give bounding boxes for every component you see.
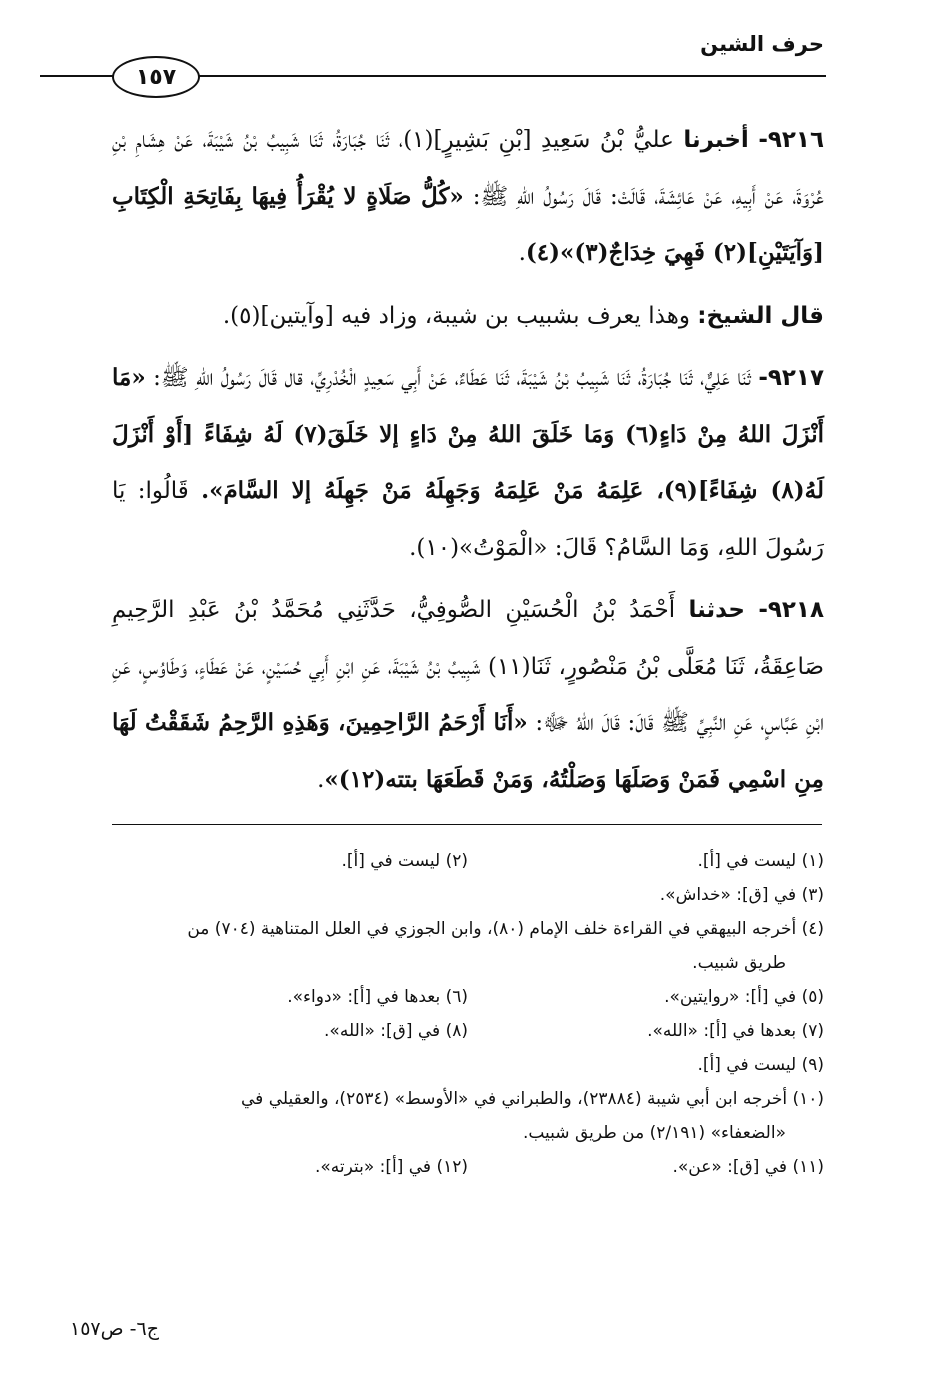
main-text (112, 112, 824, 808)
page-number-badge: ١٥٧ (112, 56, 200, 98)
footnote-4-line-1: (٤) أخرجه البيهقي في القراءة خلف الإمام (٨٠)، وابن الجوزي في العلل المتناهية (٧٠٤) من (187, 919, 824, 939)
footnote-10-line-2: «الضعفاء» (٢/١٩١) من طريق شبيب. (522, 1123, 786, 1143)
entry-text: عليُّ بْنُ سَعِيدِ [بْنِ بَشِيرٍ](١)، ثَنَا جُبَارَةُ، ثَنَا شَبِيبُ بْنُ شَيْبَةَ، عَنْ هِشَامِ بْنِ عُرْوَةَ، عَنْ أَبِيهِ، عَنْ عَائِشَةَ، قَالَتْ: قَالَ رَسُولُ اللهِ ﷺ: (112, 127, 824, 210)
footnote-10 (112, 1082, 824, 1150)
footnote-12: (١٢) في [أ]: «بترته». (314, 1157, 468, 1177)
entry-9216 (112, 112, 824, 282)
entry-tail: قَالُوا: يَا رَسُولَ اللهِ، وَمَا السَّامُ؟ قَالَ: «الْمَوْتُ»(١٠). (112, 478, 824, 561)
entry-text: ثَنَا عَلِيٌّ، ثَنَا جُبَارَةُ، ثَنَا شَبِيبُ بْنُ شَيْبَةَ، ثَنَا عَطَاءٌ، عَنْ أَبِي سَعِيدٍ الْخُدْرِيِّ، قال قَالَ رَسُولُ اللهِ ﷺ: (145, 365, 751, 391)
entry-lead: أخبرنا (683, 127, 749, 153)
running-title: حرف الشين (700, 32, 824, 56)
entry-lead: قال الشيخ: (697, 302, 824, 329)
entry-number: ٩٢١٨- (758, 597, 825, 623)
footnote-9: (٩) ليست في [أ]. (697, 1055, 824, 1075)
footnote-4 (112, 912, 824, 980)
footnote-1: (١) ليست في [أ]. (697, 851, 824, 871)
footnote-6: (٦) بعدها في [أ]: «دواء». (287, 987, 468, 1007)
footnote-10-line-1: (١٠) أخرجه ابن أبي شيبة (٢٣٨٨٤)، والطبراني في «الأوسط» (٢٥٣٤)، والعقيلي في (241, 1089, 824, 1109)
footnote-separator (112, 824, 822, 825)
entry-9218 (112, 582, 824, 808)
entry-tail: . (518, 240, 526, 266)
sheikh-remark (112, 288, 824, 345)
footnote-7: (٧) بعدها في [أ]: «الله». (647, 1021, 824, 1041)
footnotes (112, 844, 824, 1184)
footnote-2: (٢) ليست في [أ]. (341, 851, 468, 871)
footnote-11: (١١) في [ق]: «عن». (672, 1157, 824, 1177)
footnote-5: (٥) في [أ]: «روايتين». (664, 987, 824, 1007)
hadith-text: «أَنَا أَرْحَمُ الرَّاحِمِينَ، وَهَذِهِ الرَّحِمُ شَقَقْتُ لَهَا مِنِ اسْمِي فَمَنْ وَصَلَهَا وَصَلْتُهُ، وَمَنْ قَطَعَهَا بتته(١٢)» (112, 709, 824, 793)
entry-text: أَحْمَدُ بْنُ الْحُسَيْنِ الصُّوفِيُّ، حَدَّثَنِي مُحَمَّدُ بْنُ عَبْدِ الرَّحِيمِ صَاعِقَةُ، ثَنَا مُعَلَّى بْنُ مَنْصُورٍ، ثَنَا(١١) شَبِيبُ بْنُ شَيْبَةَ، عَنِ ابْنِ أَبِي حُسَيْنٍ، عَنْ عَطَاءٍ، وَطَاوُسٍ، عَنِ ابْنِ عَبَّاسٍ، عَنِ النَّبِيِّ ﷺ قَالَ: قَالَ اللهُ ﷻ: (112, 597, 824, 736)
hadith-text: «كُلُّ صَلَاةٍ لا يُقْرَأُ فِيهَا بِفَاتِحَةِ الْكِتَابِ [وَآيَتَيْنِ](٢) فَهِيَ خِدَاجٌ(٣)»(٤) (112, 182, 824, 266)
volume-page-label: ج٦- ص١٥٧ (70, 1318, 159, 1340)
entry-text: وهذا يعرف بشبيب بن شيبة، وزاد فيه [وآيتين](٥). (222, 302, 690, 329)
entry-tail: . (317, 766, 325, 793)
footnote-3: (٣) في [ق]: «خداش». (659, 885, 824, 905)
entry-number: ٩٢١٦- (758, 127, 825, 153)
footnote-8: (٨) في [ق]: «الله». (324, 1021, 468, 1041)
entry-9217 (112, 350, 824, 576)
hadith-text: «مَا أَنْزَلَ اللهُ مِنْ دَاءٍ(٦) وَمَا خَلَقَ اللهُ مِنْ دَاءٍ إلا خَلَقَ(٧) لَهُ شِفَاءً [أَوْ أَنْزَلَ لَهُ(٨) شِفَاءً](٩)، عَلِمَهُ مَنْ عَلِمَهُ وَجَهِلَهُ مَنْ جَهِلَهُ إلا السَّامَ». (112, 364, 825, 504)
entry-lead: حدثنا (688, 597, 745, 623)
entry-number: ٩٢١٧- (758, 365, 825, 391)
footnote-4-line-2: طريق شبيب. (692, 953, 786, 973)
